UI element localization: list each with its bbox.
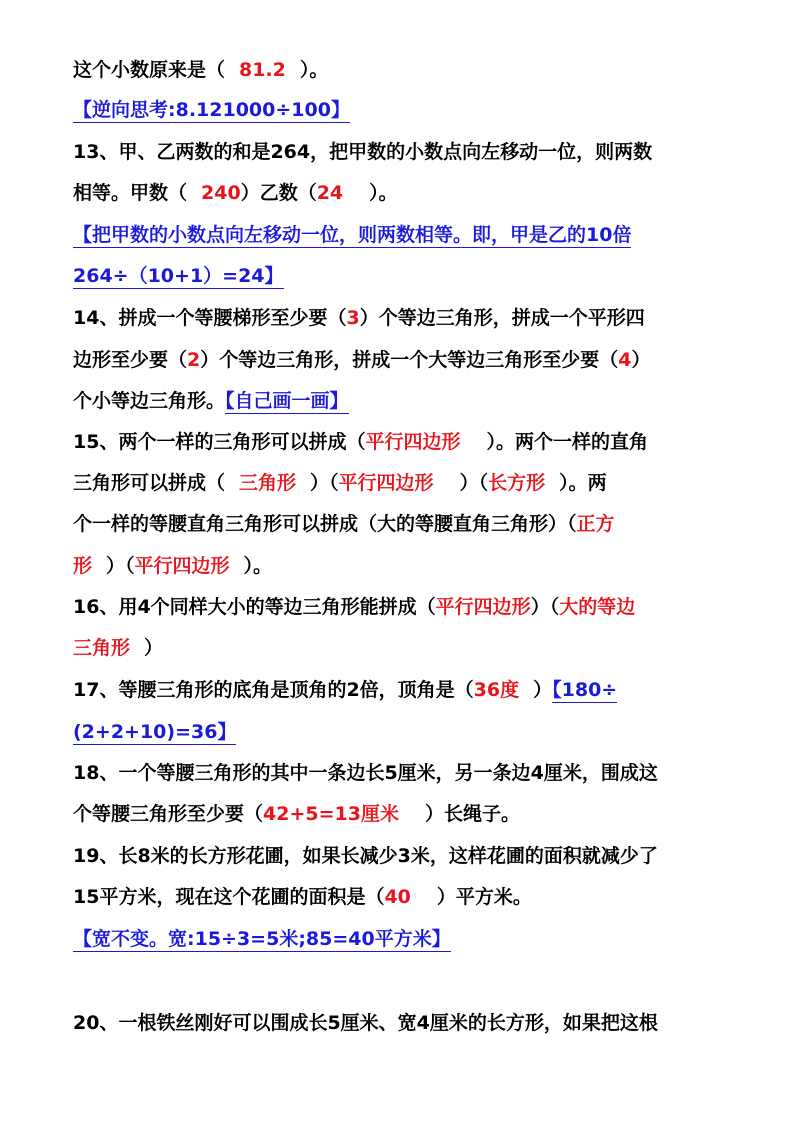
hint-line xyxy=(73,262,284,290)
answer-text: 240 xyxy=(201,182,241,204)
question-text: 20、一根铁丝刚好可以围成长5厘米、宽4厘米的长方形，如果把这根 xyxy=(73,1012,658,1034)
line-text: 15平方米，现在这个花圃的面积是（ xyxy=(73,886,385,908)
question-19 xyxy=(73,842,658,870)
hint-line xyxy=(73,96,350,124)
line-text: 相等。甲数（ xyxy=(73,182,188,204)
answer-line xyxy=(73,634,163,662)
line-text: 个等腰三角形至少要（ xyxy=(73,803,264,825)
question-13 xyxy=(73,138,652,166)
line-text: ）个等边三角形，拼成一个平形四 xyxy=(359,307,645,329)
line-text: ）（ xyxy=(459,472,489,494)
line-text: ）（ xyxy=(310,472,339,494)
question-text: 18、一个等腰三角形的其中一条边长5厘米，另一条边4厘米，围成这 xyxy=(73,762,658,784)
question-14 xyxy=(73,304,645,332)
answer-text: 4 xyxy=(618,349,632,371)
answer-line xyxy=(73,56,328,84)
line-text: 15、两个一样的三角形可以拼成（ xyxy=(73,431,366,453)
hint-note: 264÷（10+1）=24】 xyxy=(73,265,284,287)
hint-note: 【把甲数的小数点向左移动一位，则两数相等。即，甲是乙的10倍 xyxy=(73,224,632,246)
answer-line xyxy=(73,346,651,374)
line-text: 边形至少要（ xyxy=(73,349,188,371)
line-text: 16、用4个同样大小的等边三角形能拼成（ xyxy=(73,596,436,618)
answer-text: 形 xyxy=(73,555,93,577)
answer-line xyxy=(73,800,520,828)
answer-text: 长方形 xyxy=(488,472,546,494)
line-text: ）。 xyxy=(369,182,398,204)
hint-note: 【180÷ xyxy=(552,679,618,701)
answer-text: 36度 xyxy=(473,679,520,701)
answer-text: 平行四边形 xyxy=(134,555,230,577)
line-text: ）。 xyxy=(243,555,273,577)
answer-text: 大的等边 xyxy=(559,596,636,618)
question-text: 13、甲、乙两数的和是264，把甲数的小数点向左移动一位，则两数 xyxy=(73,141,653,163)
line-text: ）。两 xyxy=(559,472,607,494)
answer-text: 3 xyxy=(346,307,360,329)
answer-line xyxy=(73,552,272,580)
line-text: ）。两个一样的直角 xyxy=(486,431,648,453)
answer-line xyxy=(73,510,615,538)
question-20 xyxy=(73,1009,658,1037)
answer-text: 40 xyxy=(384,886,411,908)
hint-note: 【逆向思考:8.121000÷100】 xyxy=(73,99,350,121)
answer-text: 24 xyxy=(316,182,344,204)
hint-line xyxy=(73,925,451,953)
line-text: 个一样的等腰直角三角形可以拼成（ xyxy=(73,513,378,535)
question-text: 19、长8米的长方形花圃，如果长减少3米，这样花圃的面积就减少了 xyxy=(73,845,658,867)
hint-note: 【自己画一画】 xyxy=(225,390,349,412)
line-text: ） xyxy=(144,637,164,659)
line-text: 17、等腰三角形的底角是顶角的2倍，顶角是（ xyxy=(73,679,474,701)
line-text: 大的等腰直角三角形 xyxy=(377,513,549,535)
line-text: 三角形可以拼成（ xyxy=(73,472,226,494)
line-text: ）平方米。 xyxy=(436,886,532,908)
hint-note: 【宽不变。宽:15÷3=5米;85=40平方米】 xyxy=(73,928,451,950)
answer-text: 81.2 xyxy=(239,59,286,81)
line-text: ）个等边三角形，拼成一个大等边三角形至少要（ xyxy=(200,349,619,371)
answer-text: 2 xyxy=(187,349,201,371)
answer-line xyxy=(73,883,532,911)
answer-line xyxy=(73,179,398,207)
answer-text: 平行四边形 xyxy=(365,431,461,453)
line-text: ） xyxy=(631,349,651,371)
answer-line xyxy=(73,387,349,415)
answer-text: 正方 xyxy=(576,513,615,535)
question-15 xyxy=(73,428,648,456)
question-17 xyxy=(73,676,617,704)
line-text: ）（ xyxy=(548,513,577,535)
hint-line xyxy=(73,221,631,249)
answer-text: 三角形 xyxy=(73,637,131,659)
line-text: ）。 xyxy=(299,59,329,81)
hint-line xyxy=(73,718,236,746)
line-text: ）乙数（ xyxy=(240,182,317,204)
answer-line xyxy=(73,469,607,497)
hint-note: (2+2+10)=36】 xyxy=(73,721,237,743)
answer-text: 三角形 xyxy=(239,472,297,494)
line-text: ） xyxy=(533,679,553,701)
line-text: 个小等边三角形。 xyxy=(73,390,226,412)
line-text: ）长绳子。 xyxy=(424,803,520,825)
question-18 xyxy=(73,759,658,787)
line-text: 这个小数原来是（ xyxy=(73,59,226,81)
answer-text: 42+5=13厘米 xyxy=(263,803,399,825)
line-text: 14、拼成一个等腰梯形至少要（ xyxy=(73,307,347,329)
question-16 xyxy=(73,593,635,621)
answer-text: 平行四边形 xyxy=(338,472,434,494)
line-text: ）（ xyxy=(106,555,135,577)
answer-text: 平行四边形 xyxy=(435,596,531,618)
line-text: ）（ xyxy=(530,596,560,618)
